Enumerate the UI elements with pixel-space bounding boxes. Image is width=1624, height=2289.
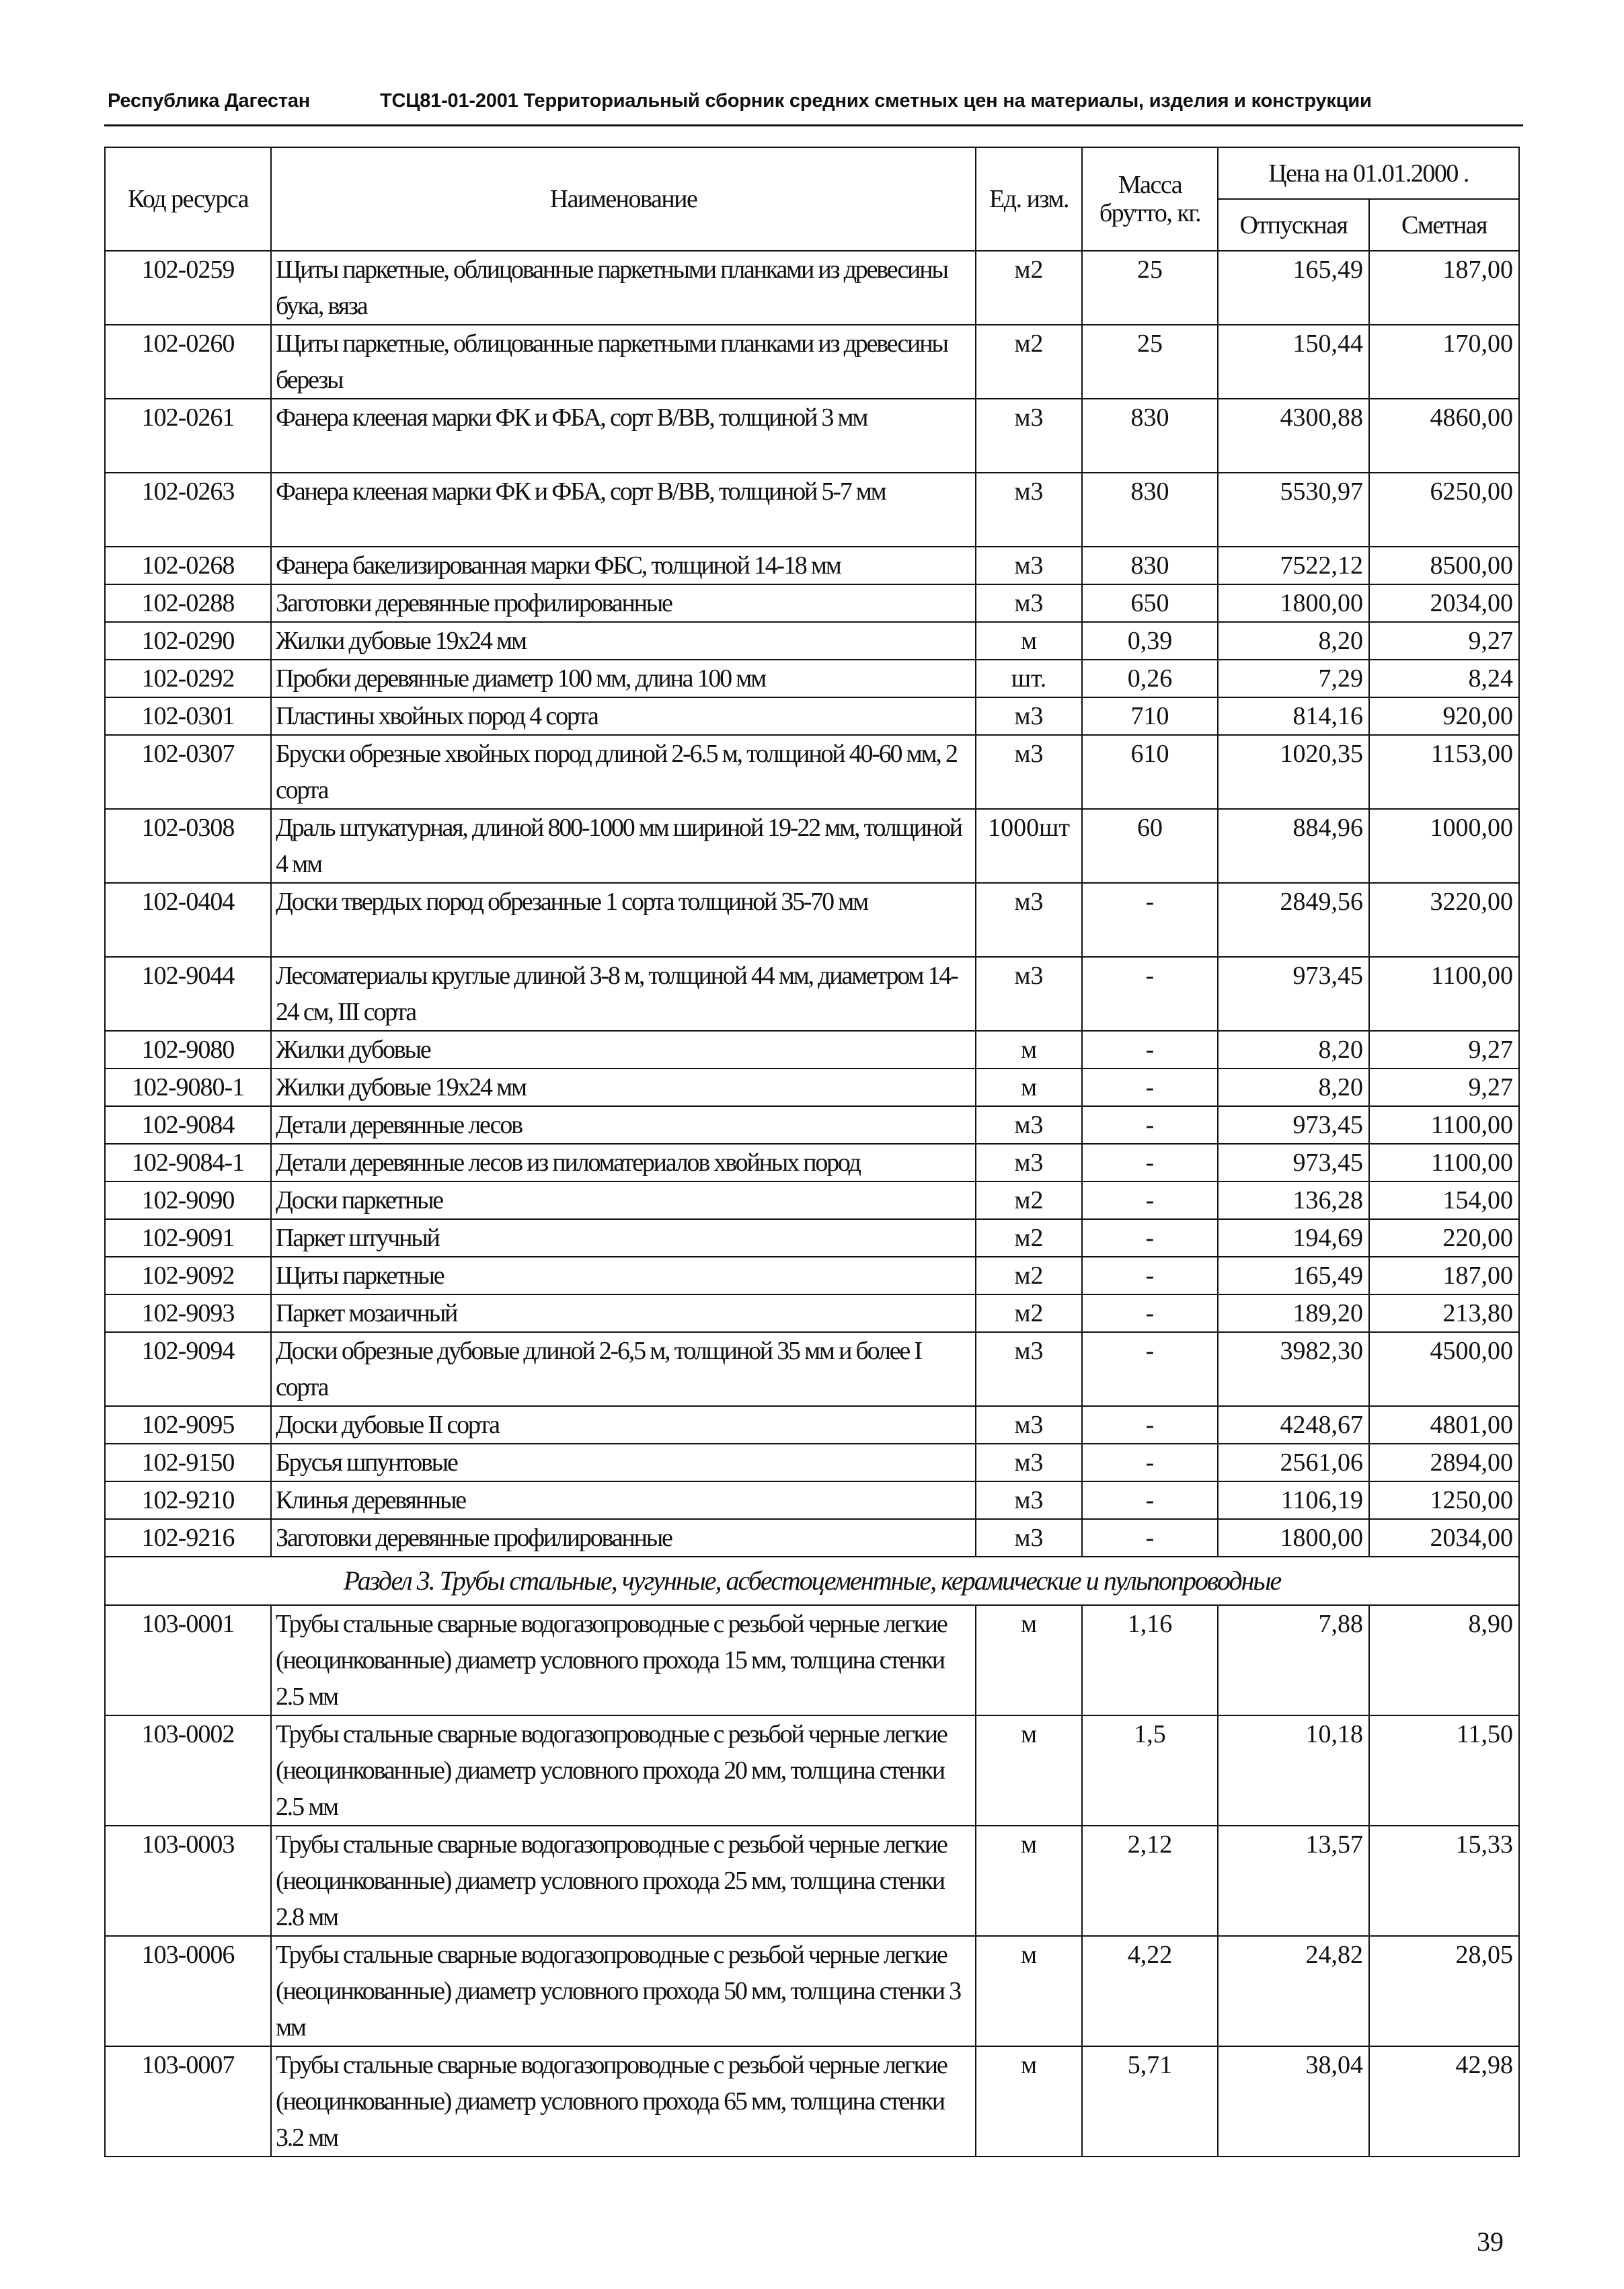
gross-mass-cell: 830 bbox=[1082, 473, 1218, 547]
unit-cell: м3 bbox=[976, 1144, 1082, 1181]
section-heading-row bbox=[105, 1557, 1519, 1605]
resource-code-cell: 103-0006 bbox=[105, 1936, 271, 2046]
gross-mass-cell: 830 bbox=[1082, 399, 1218, 473]
release-price-cell: 8,20 bbox=[1218, 1031, 1369, 1069]
resource-code-cell: 102-9084 bbox=[105, 1106, 271, 1144]
release-price-cell: 165,49 bbox=[1218, 251, 1369, 325]
table-row bbox=[105, 473, 1519, 547]
gross-mass-cell: 0,26 bbox=[1082, 660, 1218, 697]
header-region: Республика Дагестан bbox=[108, 90, 311, 112]
table-body bbox=[105, 251, 1519, 2157]
table-row bbox=[105, 1181, 1519, 1219]
table-row bbox=[105, 1605, 1519, 1715]
resource-name-cell: Щиты паркетные, облицованные паркетными планками из древесины березы bbox=[271, 325, 976, 399]
resource-name-cell: Пластины хвойных пород 4 сорта bbox=[271, 697, 976, 735]
table-row bbox=[105, 1106, 1519, 1144]
resource-name-cell: Фанера бакелизированная марки ФБС, толщиной 14-18 мм bbox=[271, 547, 976, 584]
resource-code-cell: 102-9150 bbox=[105, 1444, 271, 1481]
gross-mass-cell: - bbox=[1082, 1181, 1218, 1219]
estimate-price-cell: 8,24 bbox=[1369, 660, 1519, 697]
gross-mass-cell: - bbox=[1082, 1106, 1218, 1144]
resource-code-cell: 103-0002 bbox=[105, 1715, 271, 1826]
estimate-price-cell: 9,27 bbox=[1369, 1031, 1519, 1069]
resource-name-cell: Щиты паркетные bbox=[271, 1257, 976, 1294]
resource-name-cell: Доски паркетные bbox=[271, 1181, 976, 1219]
estimate-price-cell: 4500,00 bbox=[1369, 1332, 1519, 1406]
estimate-price-cell: 15,33 bbox=[1369, 1826, 1519, 1936]
estimate-price-cell: 1100,00 bbox=[1369, 1106, 1519, 1144]
unit-cell: м3 bbox=[976, 735, 1082, 809]
release-price-cell: 4248,67 bbox=[1218, 1406, 1369, 1444]
gross-mass-cell: 710 bbox=[1082, 697, 1218, 735]
unit-cell: м3 bbox=[976, 547, 1082, 584]
unit-cell: м bbox=[976, 2046, 1082, 2157]
release-price-cell: 10,18 bbox=[1218, 1715, 1369, 1826]
gross-mass-cell: 25 bbox=[1082, 325, 1218, 399]
release-price-cell: 1106,19 bbox=[1218, 1481, 1369, 1519]
unit-cell: м bbox=[976, 1715, 1082, 1826]
unit-cell: м2 bbox=[976, 325, 1082, 399]
unit-cell: м bbox=[976, 1069, 1082, 1106]
release-price-cell: 973,45 bbox=[1218, 957, 1369, 1031]
table-row bbox=[105, 1219, 1519, 1257]
estimate-price-cell: 220,00 bbox=[1369, 1219, 1519, 1257]
gross-mass-cell: - bbox=[1082, 1481, 1218, 1519]
unit-cell: м3 bbox=[976, 584, 1082, 622]
release-price-cell: 165,49 bbox=[1218, 1257, 1369, 1294]
table-row bbox=[105, 883, 1519, 957]
release-price-cell: 7522,12 bbox=[1218, 547, 1369, 584]
table-header bbox=[105, 147, 1519, 251]
estimate-price-cell: 187,00 bbox=[1369, 251, 1519, 325]
resource-name-cell: Фанера клееная марки ФК и ФБА, сорт В/ВВ, толщиной 3 мм bbox=[271, 399, 976, 473]
gross-mass-cell: - bbox=[1082, 1406, 1218, 1444]
resource-code-cell: 102-0301 bbox=[105, 697, 271, 735]
gross-mass-cell: - bbox=[1082, 1069, 1218, 1106]
release-price-cell: 4300,88 bbox=[1218, 399, 1369, 473]
estimate-price-cell: 1153,00 bbox=[1369, 735, 1519, 809]
release-price-cell: 973,45 bbox=[1218, 1144, 1369, 1181]
unit-cell: м bbox=[976, 1826, 1082, 1936]
table-row bbox=[105, 325, 1519, 399]
resource-code-cell: 102-9094 bbox=[105, 1332, 271, 1406]
resource-code-cell: 102-9080 bbox=[105, 1031, 271, 1069]
gross-mass-cell: - bbox=[1082, 1257, 1218, 1294]
unit-cell: м3 bbox=[976, 473, 1082, 547]
release-price-cell: 814,16 bbox=[1218, 697, 1369, 735]
gross-mass-cell: 1,5 bbox=[1082, 1715, 1218, 1826]
column-header-release-price: Отпускная bbox=[1218, 199, 1369, 251]
resource-code-cell: 102-0268 bbox=[105, 547, 271, 584]
estimate-price-cell: 8500,00 bbox=[1369, 547, 1519, 584]
table-row bbox=[105, 957, 1519, 1031]
price-table bbox=[104, 147, 1520, 2157]
estimate-price-cell: 2894,00 bbox=[1369, 1444, 1519, 1481]
column-header-price: Цена на 01.01.2000 . bbox=[1218, 147, 1519, 199]
unit-cell: м bbox=[976, 1936, 1082, 2046]
resource-name-cell: Трубы стальные сварные водогазопроводные с резьбой черные легкие (неоцинкованные) диаметр условного прохода 20 мм, толщина стенки 2.5 мм bbox=[271, 1715, 976, 1826]
table-row bbox=[105, 1444, 1519, 1481]
unit-cell: м bbox=[976, 1031, 1082, 1069]
release-price-cell: 38,04 bbox=[1218, 2046, 1369, 2157]
gross-mass-cell: 5,71 bbox=[1082, 2046, 1218, 2157]
unit-cell: 1000шт bbox=[976, 809, 1082, 883]
estimate-price-cell: 11,50 bbox=[1369, 1715, 1519, 1826]
gross-mass-cell: 0,39 bbox=[1082, 622, 1218, 660]
table-row bbox=[105, 2046, 1519, 2157]
table-row bbox=[105, 1481, 1519, 1519]
column-header-estimate-price: Сметная bbox=[1369, 199, 1519, 251]
release-price-cell: 3982,30 bbox=[1218, 1332, 1369, 1406]
gross-mass-cell: - bbox=[1082, 1144, 1218, 1181]
resource-code-cell: 102-0288 bbox=[105, 584, 271, 622]
release-price-cell: 884,96 bbox=[1218, 809, 1369, 883]
release-price-cell: 7,88 bbox=[1218, 1605, 1369, 1715]
table-row bbox=[105, 735, 1519, 809]
unit-cell: м3 bbox=[976, 1519, 1082, 1557]
resource-code-cell: 102-9044 bbox=[105, 957, 271, 1031]
estimate-price-cell: 1100,00 bbox=[1369, 957, 1519, 1031]
release-price-cell: 8,20 bbox=[1218, 1069, 1369, 1106]
estimate-price-cell: 4860,00 bbox=[1369, 399, 1519, 473]
release-price-cell: 1020,35 bbox=[1218, 735, 1369, 809]
resource-code-cell: 102-9084-1 bbox=[105, 1144, 271, 1181]
resource-name-cell: Клинья деревянные bbox=[271, 1481, 976, 1519]
estimate-price-cell: 9,27 bbox=[1369, 622, 1519, 660]
release-price-cell: 2849,56 bbox=[1218, 883, 1369, 957]
estimate-price-cell: 1100,00 bbox=[1369, 1144, 1519, 1181]
resource-code-cell: 102-9093 bbox=[105, 1294, 271, 1332]
table-row bbox=[105, 1069, 1519, 1106]
resource-code-cell: 103-0001 bbox=[105, 1605, 271, 1715]
estimate-price-cell: 213,80 bbox=[1369, 1294, 1519, 1332]
unit-cell: м2 bbox=[976, 251, 1082, 325]
unit-cell: м3 bbox=[976, 399, 1082, 473]
unit-cell: м3 bbox=[976, 1481, 1082, 1519]
release-price-cell: 194,69 bbox=[1218, 1219, 1369, 1257]
resource-name-cell: Детали деревянные лесов bbox=[271, 1106, 976, 1144]
estimate-price-cell: 154,00 bbox=[1369, 1181, 1519, 1219]
resource-name-cell: Бруски обрезные хвойных пород длиной 2-6.5 м, толщиной 40-60 мм, 2 сорта bbox=[271, 735, 976, 809]
gross-mass-cell: - bbox=[1082, 1444, 1218, 1481]
resource-code-cell: 102-0290 bbox=[105, 622, 271, 660]
unit-cell: м bbox=[976, 1605, 1082, 1715]
resource-name-cell: Доски обрезные дубовые длиной 2-6,5 м, толщиной 35 мм и более I сорта bbox=[271, 1332, 976, 1406]
resource-code-cell: 102-0292 bbox=[105, 660, 271, 697]
resource-name-cell: Трубы стальные сварные водогазопроводные с резьбой черные легкие (неоцинкованные) диаметр условного прохода 65 мм, толщина стенки 3.2 мм bbox=[271, 2046, 976, 2157]
unit-cell: м3 bbox=[976, 1332, 1082, 1406]
resource-name-cell: Трубы стальные сварные водогазопроводные с резьбой черные легкие (неоцинкованные) диаметр условного прохода 50 мм, толщина стенки 3 мм bbox=[271, 1936, 976, 2046]
resource-code-cell: 103-0003 bbox=[105, 1826, 271, 1936]
table-row bbox=[105, 1031, 1519, 1069]
estimate-price-cell: 2034,00 bbox=[1369, 1519, 1519, 1557]
table-row bbox=[105, 697, 1519, 735]
resource-name-cell: Детали деревянные лесов из пиломатериалов хвойных пород bbox=[271, 1144, 976, 1181]
resource-code-cell: 102-0261 bbox=[105, 399, 271, 473]
section-title: Раздел 3. Трубы стальные, чугунные, асбестоцементные, керамические и пульпопроводные bbox=[105, 1557, 1519, 1605]
release-price-cell: 8,20 bbox=[1218, 622, 1369, 660]
resource-code-cell: 102-9090 bbox=[105, 1181, 271, 1219]
page-number: 39 bbox=[1477, 2226, 1504, 2257]
resource-name-cell: Щиты паркетные, облицованные паркетными планками из древесины бука, вяза bbox=[271, 251, 976, 325]
release-price-cell: 1800,00 bbox=[1218, 1519, 1369, 1557]
table-row bbox=[105, 584, 1519, 622]
column-header-name: Наименование bbox=[271, 147, 976, 251]
unit-cell: м3 bbox=[976, 957, 1082, 1031]
release-price-cell: 7,29 bbox=[1218, 660, 1369, 697]
unit-cell: шт. bbox=[976, 660, 1082, 697]
estimate-price-cell: 3220,00 bbox=[1369, 883, 1519, 957]
table-row bbox=[105, 1332, 1519, 1406]
release-price-cell: 1800,00 bbox=[1218, 584, 1369, 622]
resource-name-cell: Трубы стальные сварные водогазопроводные с резьбой черные легкие (неоцинкованные) диаметр условного прохода 25 мм, толщина стенки 2.8 мм bbox=[271, 1826, 976, 1936]
estimate-price-cell: 4801,00 bbox=[1369, 1406, 1519, 1444]
release-price-cell: 136,28 bbox=[1218, 1181, 1369, 1219]
resource-code-cell: 102-9091 bbox=[105, 1219, 271, 1257]
resource-code-cell: 102-9092 bbox=[105, 1257, 271, 1294]
table-row bbox=[105, 1936, 1519, 2046]
resource-name-cell: Лесоматериалы круглые длиной 3-8 м, толщиной 44 мм, диаметром 14-24 см, III сорта bbox=[271, 957, 976, 1031]
estimate-price-cell: 187,00 bbox=[1369, 1257, 1519, 1294]
resource-code-cell: 102-9210 bbox=[105, 1481, 271, 1519]
estimate-price-cell: 920,00 bbox=[1369, 697, 1519, 735]
resource-code-cell: 102-9095 bbox=[105, 1406, 271, 1444]
unit-cell: м3 bbox=[976, 1106, 1082, 1144]
table-row bbox=[105, 1826, 1519, 1936]
resource-name-cell: Паркет штучный bbox=[271, 1219, 976, 1257]
unit-cell: м2 bbox=[976, 1294, 1082, 1332]
table-row bbox=[105, 1144, 1519, 1181]
table-row bbox=[105, 660, 1519, 697]
gross-mass-cell: 650 bbox=[1082, 584, 1218, 622]
column-header-unit: Ед. изм. bbox=[976, 147, 1082, 251]
gross-mass-cell: 4,22 bbox=[1082, 1936, 1218, 2046]
resource-name-cell: Доски дубовые II сорта bbox=[271, 1406, 976, 1444]
estimate-price-cell: 8,90 bbox=[1369, 1605, 1519, 1715]
resource-name-cell: Заготовки деревянные профилированные bbox=[271, 584, 976, 622]
resource-code-cell: 102-9216 bbox=[105, 1519, 271, 1557]
resource-name-cell: Заготовки деревянные профилированные bbox=[271, 1519, 976, 1557]
resource-code-cell: 102-0259 bbox=[105, 251, 271, 325]
unit-cell: м3 bbox=[976, 697, 1082, 735]
resource-code-cell: 102-0308 bbox=[105, 809, 271, 883]
gross-mass-cell: - bbox=[1082, 1332, 1218, 1406]
unit-cell: м2 bbox=[976, 1219, 1082, 1257]
page-header bbox=[108, 82, 1526, 122]
unit-cell: м3 bbox=[976, 883, 1082, 957]
release-price-cell: 24,82 bbox=[1218, 1936, 1369, 2046]
resource-code-cell: 102-0307 bbox=[105, 735, 271, 809]
estimate-price-cell: 9,27 bbox=[1369, 1069, 1519, 1106]
resource-name-cell: Трубы стальные сварные водогазопроводные с резьбой черные легкие (неоцинкованные) диаметр условного прохода 15 мм, толщина стенки 2.5 мм bbox=[271, 1605, 976, 1715]
resource-name-cell: Доски твердых пород обрезанные 1 сорта толщиной 35-70 мм bbox=[271, 883, 976, 957]
unit-cell: м2 bbox=[976, 1181, 1082, 1219]
release-price-cell: 189,20 bbox=[1218, 1294, 1369, 1332]
unit-cell: м3 bbox=[976, 1406, 1082, 1444]
table-row bbox=[105, 547, 1519, 584]
resource-code-cell: 102-0260 bbox=[105, 325, 271, 399]
estimate-price-cell: 42,98 bbox=[1369, 2046, 1519, 2157]
resource-name-cell: Драль штукатурная, длиной 800-1000 мм шириной 19-22 мм, толщиной 4 мм bbox=[271, 809, 976, 883]
release-price-cell: 5530,97 bbox=[1218, 473, 1369, 547]
gross-mass-cell: - bbox=[1082, 957, 1218, 1031]
unit-cell: м2 bbox=[976, 1257, 1082, 1294]
resource-code-cell: 102-0263 bbox=[105, 473, 271, 547]
estimate-price-cell: 28,05 bbox=[1369, 1936, 1519, 2046]
table-row bbox=[105, 1715, 1519, 1826]
unit-cell: м3 bbox=[976, 1444, 1082, 1481]
resource-name-cell: Брусья шпунтовые bbox=[271, 1444, 976, 1481]
unit-cell: м bbox=[976, 622, 1082, 660]
resource-code-cell: 102-0404 bbox=[105, 883, 271, 957]
gross-mass-cell: 610 bbox=[1082, 735, 1218, 809]
estimate-price-cell: 6250,00 bbox=[1369, 473, 1519, 547]
header-divider bbox=[104, 124, 1523, 126]
estimate-price-cell: 2034,00 bbox=[1369, 584, 1519, 622]
release-price-cell: 13,57 bbox=[1218, 1826, 1369, 1936]
column-header-mass: Масса брутто, кг. bbox=[1082, 147, 1218, 251]
gross-mass-cell: - bbox=[1082, 1294, 1218, 1332]
resource-name-cell: Жилки дубовые 19х24 мм bbox=[271, 1069, 976, 1106]
table-row bbox=[105, 809, 1519, 883]
gross-mass-cell: 2,12 bbox=[1082, 1826, 1218, 1936]
table-row bbox=[105, 1406, 1519, 1444]
column-header-code: Код ресурса bbox=[105, 147, 271, 251]
estimate-price-cell: 1000,00 bbox=[1369, 809, 1519, 883]
table-row bbox=[105, 399, 1519, 473]
table-row bbox=[105, 1519, 1519, 1557]
gross-mass-cell: - bbox=[1082, 1519, 1218, 1557]
resource-name-cell: Пробки деревянные диаметр 100 мм, длина 100 мм bbox=[271, 660, 976, 697]
gross-mass-cell: 25 bbox=[1082, 251, 1218, 325]
header-title: ТСЦ81-01-2001 Территориальный сборник средних сметных цен на материалы, изделия и конструкции bbox=[380, 90, 1372, 112]
release-price-cell: 2561,06 bbox=[1218, 1444, 1369, 1481]
gross-mass-cell: 60 bbox=[1082, 809, 1218, 883]
gross-mass-cell: - bbox=[1082, 883, 1218, 957]
resource-code-cell: 102-9080-1 bbox=[105, 1069, 271, 1106]
gross-mass-cell: - bbox=[1082, 1031, 1218, 1069]
resource-name-cell: Паркет мозаичный bbox=[271, 1294, 976, 1332]
table-row bbox=[105, 251, 1519, 325]
resource-name-cell: Жилки дубовые bbox=[271, 1031, 976, 1069]
table-row bbox=[105, 1257, 1519, 1294]
resource-name-cell: Фанера клееная марки ФК и ФБА, сорт В/ВВ, толщиной 5-7 мм bbox=[271, 473, 976, 547]
estimate-price-cell: 170,00 bbox=[1369, 325, 1519, 399]
gross-mass-cell: 830 bbox=[1082, 547, 1218, 584]
gross-mass-cell: 1,16 bbox=[1082, 1605, 1218, 1715]
release-price-cell: 150,44 bbox=[1218, 325, 1369, 399]
resource-name-cell: Жилки дубовые 19х24 мм bbox=[271, 622, 976, 660]
release-price-cell: 973,45 bbox=[1218, 1106, 1369, 1144]
resource-code-cell: 103-0007 bbox=[105, 2046, 271, 2157]
estimate-price-cell: 1250,00 bbox=[1369, 1481, 1519, 1519]
table-row bbox=[105, 622, 1519, 660]
gross-mass-cell: - bbox=[1082, 1219, 1218, 1257]
table-row bbox=[105, 1294, 1519, 1332]
